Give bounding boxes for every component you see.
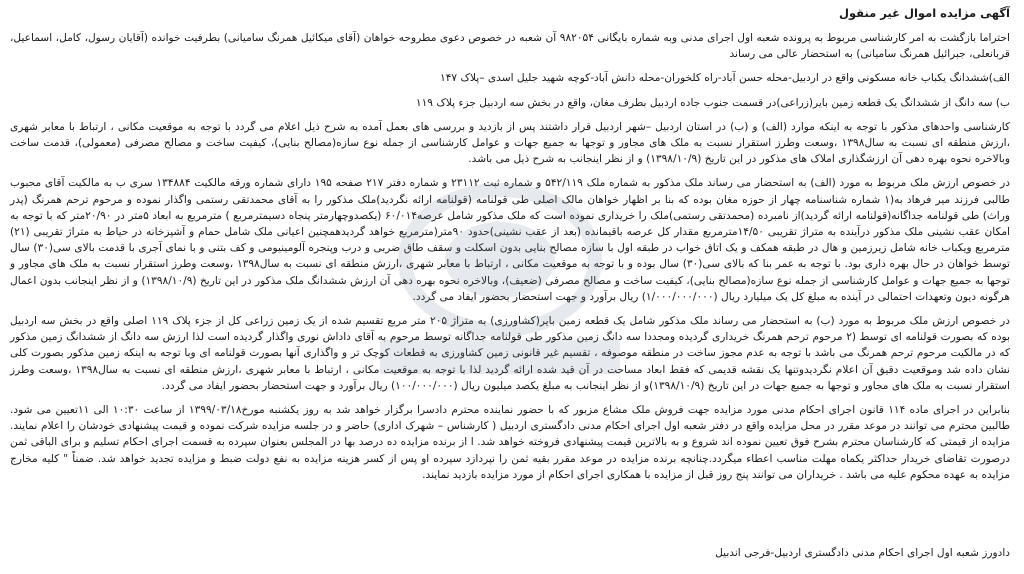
notice-item-b: ب) سه دانگ از ششدانگ یک قطعه زمین بایر(زراعی)در قسمت جنوب جاده اردبیل بطرف مغان، واقع در بخش سه اردبیل جزء پلاک ۱۱۹ <box>415 96 1010 109</box>
notice-item-a: الف)ششدانگ یکباب خانه مسکونی واقع در اردبیل-محله حسن آباد-راه کلخوران-محله دانش آباد-کوچه شهید جلیل اسدی –پلاک ۱۴۷ <box>440 72 1010 85</box>
notice-paragraph-4: بنابراین در اجرای ماده ۱۱۴ قانون اجرای احکام مدنی مورد مزایده جهت فروش ملک مشاع مزبور که با حضور نماینده محترم دادسرا برگزار خواهد شد به روز یکشنبه مورخ۱۳۹۹/۰۳/۱۸ از ساعت ۱۰:۳۰ الی ۱۱تعیین می شود. طالبین محترم می توانند در موعد مقرر در محل مزایده واقع در دفتر شعبه اول اجرای احکام مدنی دادگستری اردبیل ( کارشناس – شهرک اداری) حاضر و در جلسه مزایده شرکت نموده و قیمت پیشنهادی خودشان را اعلام نمایند. مزایده از قیمتی که کارشناسان محترم بشرح فوق تعیین نموده اند شروع و به بالاترین قیمت پیشنهادی فروخته خواهد شد. ا از برنده مزایده ده درصد بها در المجلس بعنوان سپرده به قسمت اجرای احکام تسلیم و برای الباقی ثمن درصورت تقاضای خریدار حداکثر یکماه مهلت مناسب اعطاء میگردد.چنانچه برنده مزایده در موعد مقرر بقیه ثمن را نپردازد سپرده او پس از کسر هزینه مزایده به نفع دولت ضبط و مزایده تجدید خواهد شد. ضمناً " کلیه مخارج مزایده به عهده محکوم علیه می باشد . خریداران می توانند پنج روز قبل از مزایده با همکاری اجرای احکام از مورد مزایده بازدید نمایند. <box>10 404 1010 481</box>
notice-paragraph-1: کارشناسی واحدهای مذکور با توجه به اینکه موارد (الف) و (ب) در استان اردبیل –شهر اردبیل قرار داشتند پس از بازدید و بررسی های بعمل آمده به شرح ذیل اعلام می گردد با توجه به موقعیت مکانی ، ارتباط با معابر شهری ،ارزش منطقه ای نسبت به سال۱۳۹۸ ،وسعت وطرز استقرار نسبت به ملک های مجاور و توجها به جمیع جهات و عوامل کارشناسی از جمله نوع سازه(مصالح بنایی)، کیفیت ساخت و مصالح مصرفی (معمولی)، قدمت ساخت وبالاخره نحوه بهره دهی آن ارزشگذاری املاک های مذکور در این تاریخ (۱۳۹۸/۱۰/۹) و از نظر اینجانب به شرح ذیل می باشد. <box>10 120 1010 166</box>
notice-intro: احتراما بازگشت به امر کارشناسی مربوط به پرونده شعبه اول اجرای مدنی وبه شماره بایگانی ۹۸۲۰۵۴ آن شعبه در خصوص دعوی مطروحه خواهان (آقای میکائیل همرنگ سامیانی) بطرفیت خوانده (آقایان رسول، کامل، اسماعیل، قربانعلی، جبرائیل همرنگ سامیانی) به استحضار عالی می رساند <box>10 32 1010 61</box>
notice-title: آگهی مزایده اموال غیر منقول <box>838 6 1010 20</box>
notice-paragraph-2: در خصوص ارزش ملک مربوط به مورد (الف) به استحضار می رساند ملک مذکور به شماره ملک ۵۴۲/۱۱۹ و شماره ثبت ۲۳۱۱۲ و شماره دفتر ۲۱۷ صفحه ۱۹۵ دارای شماره ورقه مالکیت ۱۳۴۸۸۴ سری ب به مالکیت آقای محبوب طالبی فرزند میر فرهاد به(۱ شماره شناسنامه چهار از حوزه مغان بوده که بنا بر اظهار خواهان مالک اصلی طی قولنامه (قولنامه ارائه نگردید)ملک مذکور را به آقای محمدتقی رستمی واگذار نموده و مرحوم ترحم همرنگ (پدر وراث) طی قولنامه جداگانه(قولنامه ارائه گردید)از نامبرده (محمدتقی رستمی)ملک را خریداری نموده است که ملک مذکور شامل عرصه۶۰/۰۱۴ (یکصدوچهارمتر پنجاه دسیمترمربع ) مترمربع به ابعاد ۵متر در ۲۰/۹۰متر که با توجه به امکان عقب نشینی ملک مذکور درآینده به متراژ تقریبی ۱۴/۵۰مترمربع مقدار کل عرصه باقیمانده (بعد از عقب نشینی)حدود ۹۰متر(مترمربع خواهد گردیدهمچنین اعیانی ملک شامل حمام و آشپزخانه در حیاط به متراژ تقریبی (۲۱) مترمربع ویکباب خانه شامل زیرزمین و هال در طبقه همکف و یک اتاق خواب در طبقه اول با سازه مصالح بنایی بدون اسکلت و سقف طاق ضربی و درب وپنجره آلومینیومی و کف بتنی و با نمای آجری با قدمت بالای سی(۳۰) سال توسط خواهان در حال بهره داری بود. با توجه به عمر بنا که بالای سی(۳۰) سال بوده و با توجه به موقعیت مکانی ، ارتباط با معابر شهری ،ارزش منطقه ای نسبت به سال۱۳۹۸ ،وسعت وطرز استقرار نسبت به ملک های مجاور و توجها به جمیع جهات و عوامل کارشناسی از جمله نوع سازه(مصالح بنایی)، کیفیت ساخت و مصالح مصرفی (ضعیف)، وبالاخره نحوه بهره دهی آن ارزش ششدانگ ملک مذکور در این تاریخ (۱۳۹۸/۱۰/۹) و از نظر اینجانب بدون اعمال هرگونه دیون وتعهدات احتمالی در آینده به مبلغ کل یک میلیارد ریال (۱/۰۰۰/۰۰۰/۰۰۰) ریال برآورد و جهت استحضار بحضور ایفاد می گردد. <box>10 177 1010 303</box>
notice-paragraph-3: در خصوص ارزش ملک مربوط به مورد (ب) به استحضار می رساند ملک مذکور شامل یک قطعه زمین بایر(کشاورزی) به متراژ ۲۰۵ متر مربع تقسیم شده از یک زمین زراعی کل از جزء پلاک ۱۱۹ اصلی واقع در بخش سه اردبیل بوده که بصورت قولنامه ای توسط (۲ مرحوم ترحم همرنگ خریداری گردیده ومجددا سه دانگ زمین مذکور طی قولنامه جداگانه توسط مرحوم به آقای داداش نوری واگذار گردیده است لذا ارزش سه دانگ از ششدانگ زمین مذکور که در مالکیت مرحوم ترحم همرنگ می باشد با توجه به عدم مجوز ساخت در منطقه موصوفه ، تقسیم غیر قانونی زمین کشاورزی به قطعات کوچک تر و واگذاری آنها بصورت قولنامه ای وبا توجه به اینکه زمین مذکور بصورت کلی نشان داده شد وموقعیت دقیق آن اعلام نگردیدوتنها یک نقشه قدیمی که فقط ابعاد مساحت در آن قید شده ارائه گردید لذا با توجه به موقعیت مکانی ، ارتباط با معابر شهری ،ارزش منطقه ای نسبت به سال۱۳۹۸ ،وسعت وطرز استقرار نسبت به ملک های مجاور و توجها به جمیع جهات در این تاریخ (۱۳۹۸/۱۰/۹)و از نظر اینجانب به مبلغ یکصد میلیون ریال (۱۰۰/۰۰۰/۰۰۰) ریال برآورد و جهت استحضار بحضور ایفاد می گردد. <box>10 315 1011 392</box>
signature-line: دادورز شعبه اول اجرای احکام مدنی دادگستری اردبیل-فرجی اندبیل <box>715 547 1010 559</box>
